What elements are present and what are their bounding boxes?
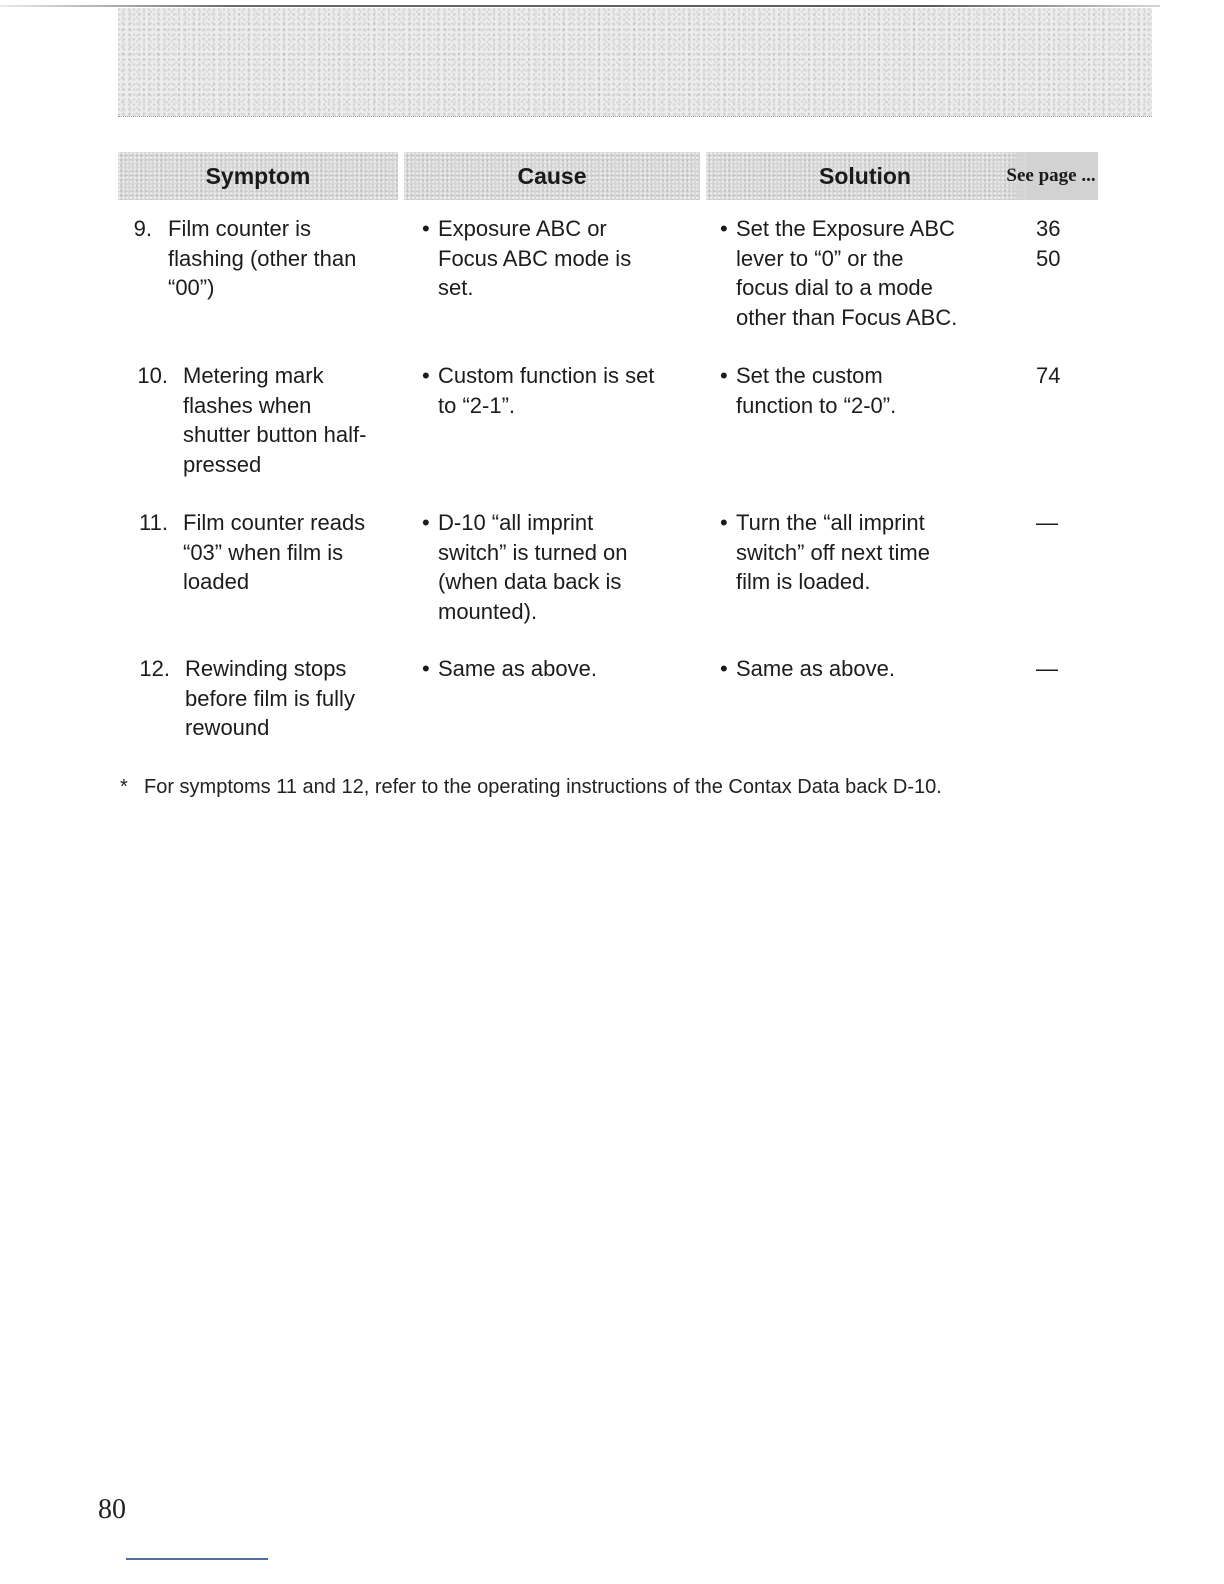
footnote-text: For symptoms 11 and 12, refer to the operating instructions of the Contax Data back D-10. — [144, 776, 942, 798]
row-symptom: Film counter reads “03” when film is loaded — [183, 510, 366, 594]
row-cause — [422, 508, 702, 626]
cause-text: Exposure ABC or Focus ABC mode is set. — [438, 216, 632, 300]
solution-text: Set the Exposure ABC lever to “0” or the focus dial to a mode other than Focus ABC. — [736, 216, 958, 330]
solution-text: Turn the “all imprint switch” off next time film is loaded. — [736, 510, 930, 594]
row-symptom: Rewinding stops before film is fully rewound — [185, 656, 355, 740]
row-see-page: — — [1036, 656, 1058, 681]
row-solution — [720, 361, 1010, 420]
bullet-icon: • — [422, 363, 430, 388]
table-header — [118, 152, 1098, 200]
row-number: 9. — [133, 216, 152, 241]
top-rule — [0, 5, 1160, 7]
header-solution: Solution — [706, 152, 1024, 200]
bullet-icon: • — [720, 656, 728, 681]
row-see-page: — — [1036, 510, 1058, 535]
bullet-icon: • — [720, 510, 728, 535]
header-banner — [118, 8, 1152, 117]
bullet-icon: • — [720, 363, 728, 388]
row-cause — [422, 361, 702, 420]
row-see-page: 36 50 — [1036, 216, 1061, 271]
footnote — [120, 776, 942, 799]
cause-text: Same as above. — [438, 656, 597, 681]
bullet-icon: • — [422, 656, 430, 681]
row-symptom: Metering mark flashes when shutter button half- pressed — [183, 363, 367, 477]
bullet-icon: • — [720, 216, 728, 241]
row-symptom: Film counter is flashing (other than “00”) — [168, 216, 357, 300]
footnote-marker: * — [120, 776, 128, 798]
header-symptom: Symptom — [118, 152, 398, 200]
header-see-page: See page ... — [1004, 152, 1098, 200]
row-see-page: 74 — [1036, 363, 1061, 388]
solution-text: Set the custom function to “2-0”. — [736, 363, 897, 418]
row-number: 11. — [139, 510, 168, 535]
row-number: 12. — [139, 656, 170, 681]
bottom-rule — [126, 1558, 268, 1560]
solution-text: Same as above. — [736, 656, 895, 681]
row-number: 10. — [137, 363, 168, 388]
bullet-icon: • — [422, 216, 430, 241]
cause-text: D-10 “all imprint switch” is turned on (when data back is mounted). — [438, 510, 628, 624]
row-cause — [422, 214, 702, 303]
row-solution — [720, 214, 1010, 332]
row-cause — [422, 654, 702, 684]
header-cause: Cause — [404, 152, 700, 200]
cause-text: Custom function is set to “2-1”. — [438, 363, 655, 418]
bullet-icon: • — [422, 510, 430, 535]
row-solution — [720, 654, 1010, 684]
row-solution — [720, 508, 1010, 597]
page-number: 80 — [98, 1494, 126, 1525]
